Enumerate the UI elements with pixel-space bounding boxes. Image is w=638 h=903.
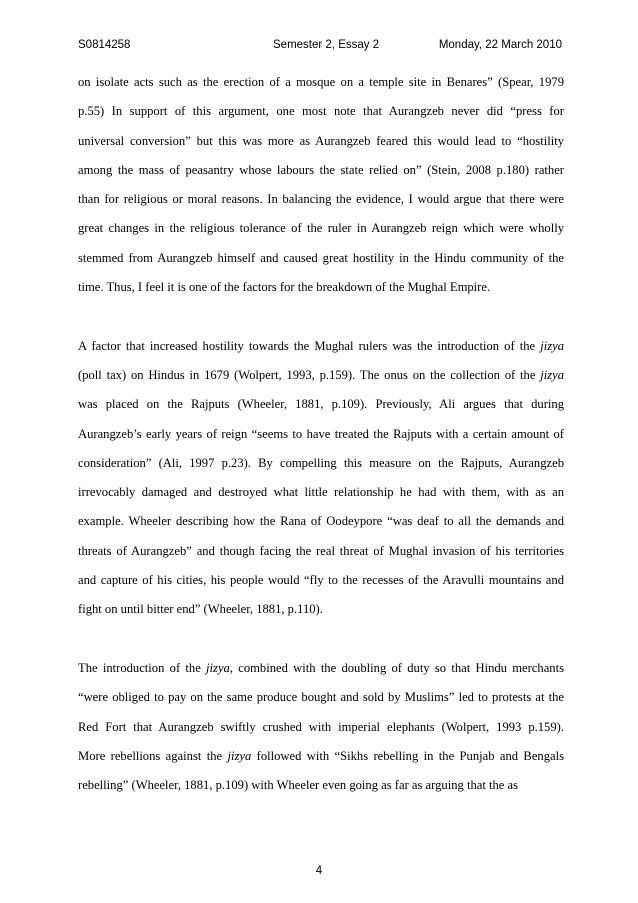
text-line: A factor that increased hostility towards the Mughal rulers was the introduction of the jizya [78,338,564,353]
text-line: and capture of his cities, his people would “fly to the recesses of the Aravulli mountains and [78,573,564,588]
text-line: stemmed from Aurangzeb himself and caused great hostility in the Hindu community of the [78,250,564,265]
paragraph-gap [78,625,564,654]
text-line: “were obliged to pay on the same produce bought and sold by Muslims” led to protests at the [78,690,564,705]
paragraph-gap [78,302,564,331]
page-number: 4 [315,865,323,877]
text-line: than for religious or moral reasons. In balancing the evidence, I would argue that there were [78,192,564,207]
text-line: Aurangzeb’s early years of reign “seems to have treated the Rajputs with a certain amount of [78,426,564,441]
text-line: (poll tax) on Hindus in 1679 (Wolpert, 1993, p.159). The onus on the collection of the jizya [78,367,564,382]
italic-term: jizya [206,660,230,675]
header-date: Monday, 22 March 2010 [438,39,562,51]
text-line: irrevocably damaged and destroyed what little relationship he had with them, with as an [78,485,564,500]
text-line: threats of Aurangzeb” and though facing the real threat of Mughal invasion of his territories [78,543,564,558]
text-line: consideration” (Ali, 1997 p.23). By compelling this measure on the Rajputs, Aurangzeb [78,455,564,470]
text-line: on isolate acts such as the erection of a mosque on a temple site in Benares” (Spear, 1979 [78,75,564,89]
essay-body [78,68,564,800]
italic-term: jizya [540,338,564,353]
text-line: fight on until bitter end” (Wheeler, 1881, p.110). [78,602,323,617]
text-line: p.55) In support of this argument, one most note that Aurangzeb never did “press for [78,104,564,119]
text-line: among the mass of peasantry whose labours the state relied on” (Stein, 2008 p.180) rather [78,162,564,177]
italic-term: jizya [227,748,252,763]
page-header [78,37,562,53]
text-line: was placed on the Rajputs (Wheeler, 1881, p.109). Previously, Ali argues that during [78,397,564,412]
text-line: rebelling” (Wheeler, 1881, p.109) with Wheeler even going as far as arguing that the as [78,778,519,793]
text-line: More rebellions against the jizya followed with “Sikhs rebelling in the Punjab and Bengals [78,748,564,763]
text-line: universal conversion” but this was more as Aurangzeb feared this would lead to “hostility [78,133,564,148]
text-line: example. Wheeler describing how the Rana of Oodeypore “was deaf to all the demands and [78,514,564,529]
text-line: Red Fort that Aurangzeb swiftly crushed with imperial elephants (Wolpert, 1993 p.159). [78,719,564,734]
paragraph [78,654,564,800]
text-line: The introduction of the jizya, combined with the doubling of duty so that Hindu merchants [78,660,564,675]
header-course: Semester 2, Essay 2 [273,39,380,51]
paragraph [78,68,564,302]
italic-term: jizya [540,367,564,382]
paragraph [78,332,564,625]
header-student-id: S0814258 [78,39,131,51]
text-line: great changes in the religious tolerance of the ruler in Aurangzeb reign which were wholly [78,221,564,236]
text-line: time. Thus, I feel it is one of the factors for the breakdown of the Mughal Empire. [78,280,491,295]
